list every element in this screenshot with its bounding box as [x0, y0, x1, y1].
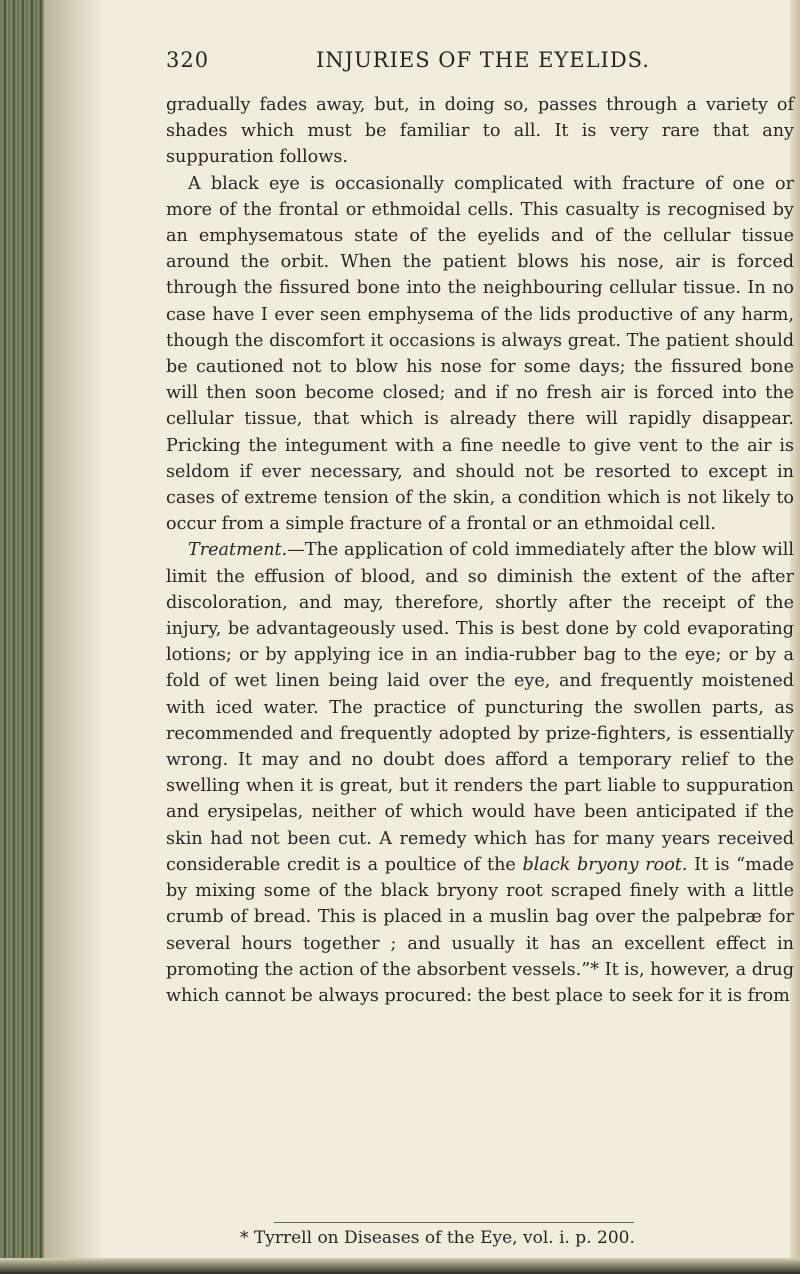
footnote-rule [274, 1222, 634, 1223]
body-text [166, 92, 794, 1009]
bryony-root-italic: black bryony root. [522, 854, 688, 875]
running-head: INJURIES OF THE EYELIDS. [316, 48, 650, 72]
page-header [166, 48, 766, 78]
footnote: * Tyrrell on Diseases of the Eye, vol. i. p. 200. [240, 1228, 635, 1248]
paragraph-continuation: gradually fades away, but, in doing so, passes through a variety of shades which must be familiar to all. It is very rare that any suppuration follows. [166, 95, 794, 168]
page-number: 320 [166, 48, 210, 72]
treatment-label: Treatment. [188, 540, 288, 561]
paragraph-fracture: A black eye is occasionally complicated with fracture of one or more of the frontal or ethmoidal cells. This casualty is recognised by an emphysematous state of the eyelids and of the cellular tissue around the orbit. When the patient blows his nose, air is forced through the fissured bone into the neighbouring cellular tissue. In no case have I ever seen emphysema of the lids productive of any harm, though the discomfort it occasions is always great. The patient should be cautioned not to blow his nose for some days; the fissured bone will then soon become closed; and if no fresh air is forced into the cellular tissue, that which is already there will rapidly disappear. Pricking the integument with a fine needle to give vent to the air is seldom if ever necessary, and should not be resorted to except in cases of extreme tension of the skin, a condition which is not likely to occur from a simple fracture of a frontal or an ethmoidal cell. [166, 173, 794, 535]
treatment-text-b: It is “made by mixing some of the black bryony root scraped finely with a little crumb of bread. This is placed in a muslin bag over the palpebræ for several hours together ; and usually it has an excellent effect in promoting the action of the absorbent vessels.”* It is, however, a drug which cannot be always procured: the best place to seek for it is from [166, 854, 795, 1006]
page-bottom-edge [0, 1258, 800, 1274]
binding-gutter [0, 0, 44, 1274]
treatment-text-a: —The application of cold immediately after the blow will limit the effusion of blood, and so diminish the extent of the after discoloration, and may, therefore, shortly after the receipt of the injury, be advantageously used. This is best done by cold evaporating lotions; or by applying ice in an india-rubber bag to the eye; or by a fold of wet linen being laid over the eye, and frequently moistened with iced water. The practice of puncturing the swollen parts, as recommended and frequently adopted by prize-fighters, is essentially wrong. It may and no doubt does afford a temporary relief to the swelling when it is great, but it renders the part liable to suppuration and erysipelas, neither of which would have been anticipated if the skin had not been cut. A remedy which has for many years received considerable credit is a poultice of the [166, 540, 794, 875]
gutter-shadow [44, 0, 104, 1274]
paragraph-treatment [166, 537, 794, 1009]
